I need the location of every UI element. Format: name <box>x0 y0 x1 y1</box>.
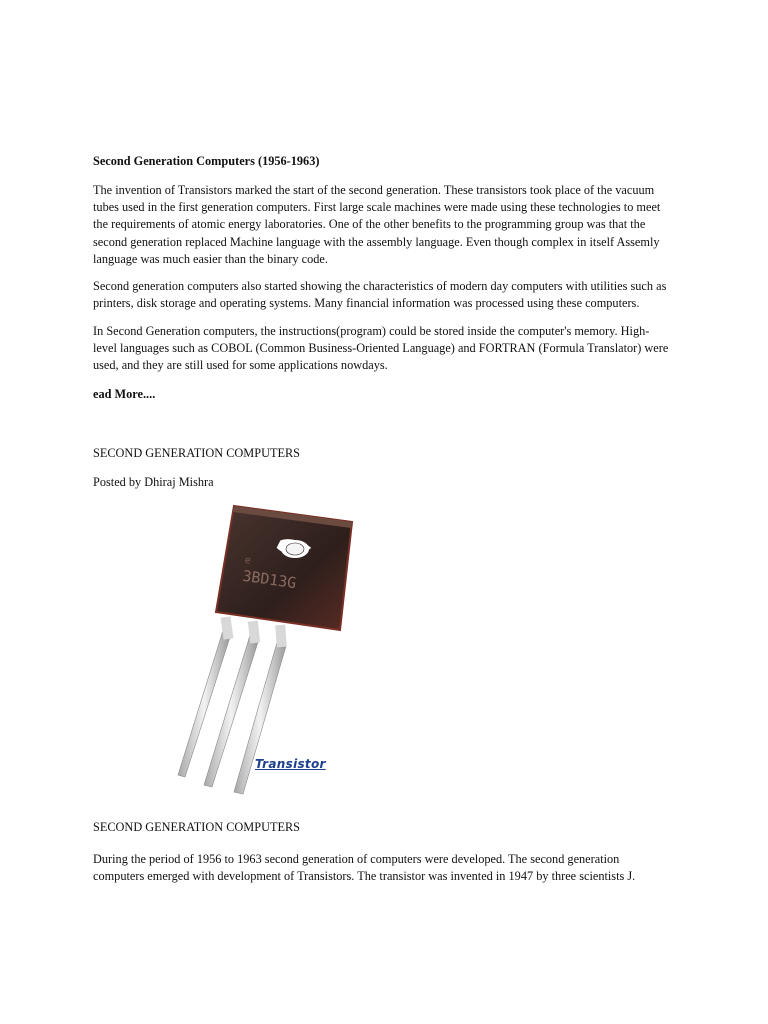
paragraph-transistors-intro: The invention of Transistors marked the start of the second generation. These transistors took place of the vacuum tubes used in the first generation computers. First large scale machines were made using these technologies to meet the requirements of atomic energy laboratories. One of the other benefits to the programming group was that the second generation replaced Machine language with the assembly language. Even though complex in itself Assemly language was much easier than the binary code. <box>93 183 661 266</box>
post-author: Posted by Dhiraj Mishra <box>93 475 214 489</box>
paragraph-modern-characteristics: Second generation computers also started showing the characteristics of modern day computers with utilities such as printers, disk storage and operating systems. Many financial information was processed using these computers. <box>93 279 667 311</box>
transistor-body <box>216 506 352 630</box>
read-more-link[interactable]: ead More.... <box>93 387 156 401</box>
paragraph-development: During the period of 1956 to 1963 second generation of computers were developed. The second generation computers emerged with development of Transistors. The transistor was invented in 1947 by three scientists J. <box>93 852 636 884</box>
svg-text:e: e <box>243 554 252 567</box>
transistor-image <box>130 502 370 802</box>
section-heading: Second Generation Computers (1956-1963) <box>93 154 320 168</box>
article-title: SECOND GENERATION COMPUTERS <box>93 446 301 460</box>
section-heading-repeat: SECOND GENERATION COMPUTERS <box>93 820 301 834</box>
transistor-caption: Transistor <box>255 757 326 771</box>
svg-text:3BD13G: 3BD13G <box>241 566 298 593</box>
paragraph-high-level-languages: In Second Generation computers, the instructions(program) could be stored inside the computer's memory. High-level languages such as COBOL (Common Business-Oriented Language) and FORTRAN (Formula Translator) were used, and they are still used for some applications nowdays. <box>93 324 669 373</box>
